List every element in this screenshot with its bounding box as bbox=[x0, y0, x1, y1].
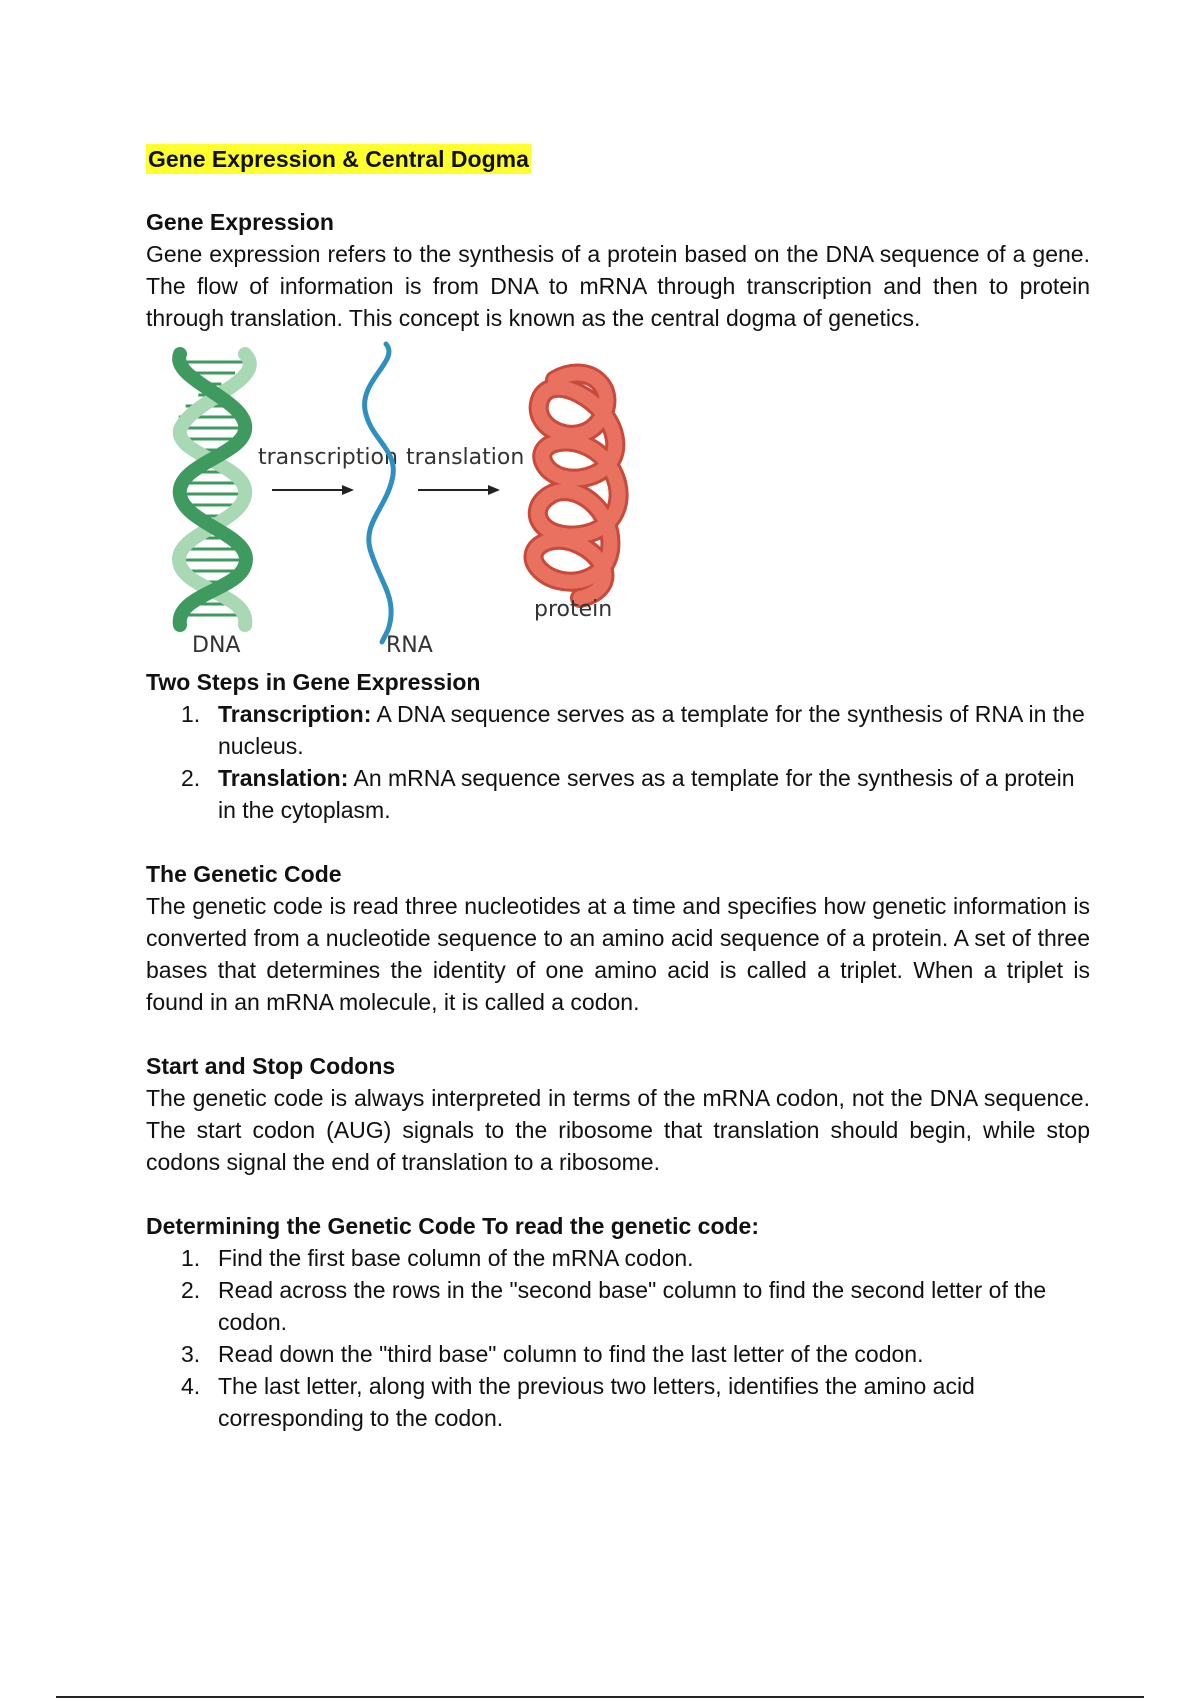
paragraph-genetic-code: The genetic code is read three nucleotides at a time and specifies how genetic information is converted from a nucleotide sequence to an amino acid sequence of a protein. A set of three bases that determines the identity of one amino acid is called a triplet. When a triplet is found in an mRNA molecule, it is called a codon. bbox=[146, 893, 1090, 1015]
list-item bbox=[146, 1242, 1090, 1274]
term-translation: Translation: bbox=[218, 765, 349, 791]
arrow-transcription-icon bbox=[272, 485, 354, 495]
page-bottom-rule bbox=[56, 1696, 1144, 1698]
list-two-steps bbox=[146, 698, 1090, 826]
list-item bbox=[146, 698, 1090, 762]
paragraph-gene-expression: Gene expression refers to the synthesis of a protein based on the DNA sequence of a gene. The flow of information is from DNA to mRNA through transcription and then to protein through translation. This concept is known as the central dogma of genetics. bbox=[146, 241, 1090, 331]
list-number: 1. bbox=[181, 701, 201, 727]
central-dogma-figure bbox=[160, 340, 680, 660]
list-item bbox=[146, 1274, 1090, 1338]
label-transcription: transcription bbox=[258, 445, 398, 470]
list-item-text: Read across the rows in the "second base" column to find the second letter of the codon. bbox=[218, 1277, 1047, 1335]
term-transcription: Transcription: bbox=[218, 701, 372, 727]
rna-strand-icon bbox=[365, 344, 394, 642]
protein-coil-icon bbox=[534, 374, 619, 598]
heading-genetic-code: The Genetic Code bbox=[146, 861, 342, 887]
list-item bbox=[146, 1338, 1090, 1370]
list-item-text: Read down the "third base" column to find the last letter of the codon. bbox=[218, 1341, 924, 1367]
list-number: 1. bbox=[181, 1245, 201, 1271]
paragraph-start-stop-codons: The genetic code is always interpreted in terms of the mRNA codon, not the DNA sequence. The start codon (AUG) signals to the ribosome that translation should begin, while stop codons signal the end of translation to a ribosome. bbox=[146, 1085, 1090, 1175]
list-number: 2. bbox=[181, 1277, 201, 1303]
list-number: 3. bbox=[181, 1341, 201, 1367]
list-item bbox=[146, 1370, 1090, 1434]
list-number: 2. bbox=[181, 765, 201, 791]
list-determining-code bbox=[146, 1242, 1090, 1434]
heading-determining-code: Determining the Genetic Code To read the genetic code: bbox=[146, 1213, 760, 1239]
document-title: Gene Expression & Central Dogma bbox=[148, 146, 529, 172]
label-dna: DNA bbox=[192, 633, 241, 658]
heading-two-steps: Two Steps in Gene Expression bbox=[146, 669, 481, 695]
label-translation: translation bbox=[406, 445, 525, 470]
list-number: 4. bbox=[181, 1373, 201, 1399]
arrow-translation-icon bbox=[418, 485, 500, 495]
label-protein: protein bbox=[534, 597, 613, 622]
list-item-text: Find the first base column of the mRNA codon. bbox=[218, 1245, 694, 1271]
dna-helix-icon bbox=[178, 354, 250, 625]
list-item-text: A DNA sequence serves as a template for the synthesis of RNA in the nucleus. bbox=[218, 701, 1085, 759]
label-rna: RNA bbox=[386, 633, 433, 658]
list-item-text: The last letter, along with the previous two letters, identifies the amino acid corresponding to the codon. bbox=[218, 1373, 975, 1431]
heading-gene-expression: Gene Expression bbox=[146, 209, 334, 235]
list-item-text: An mRNA sequence serves as a template for the synthesis of a protein in the cytoplasm. bbox=[218, 765, 1075, 823]
heading-start-stop-codons: Start and Stop Codons bbox=[146, 1053, 396, 1079]
list-item bbox=[146, 762, 1090, 826]
